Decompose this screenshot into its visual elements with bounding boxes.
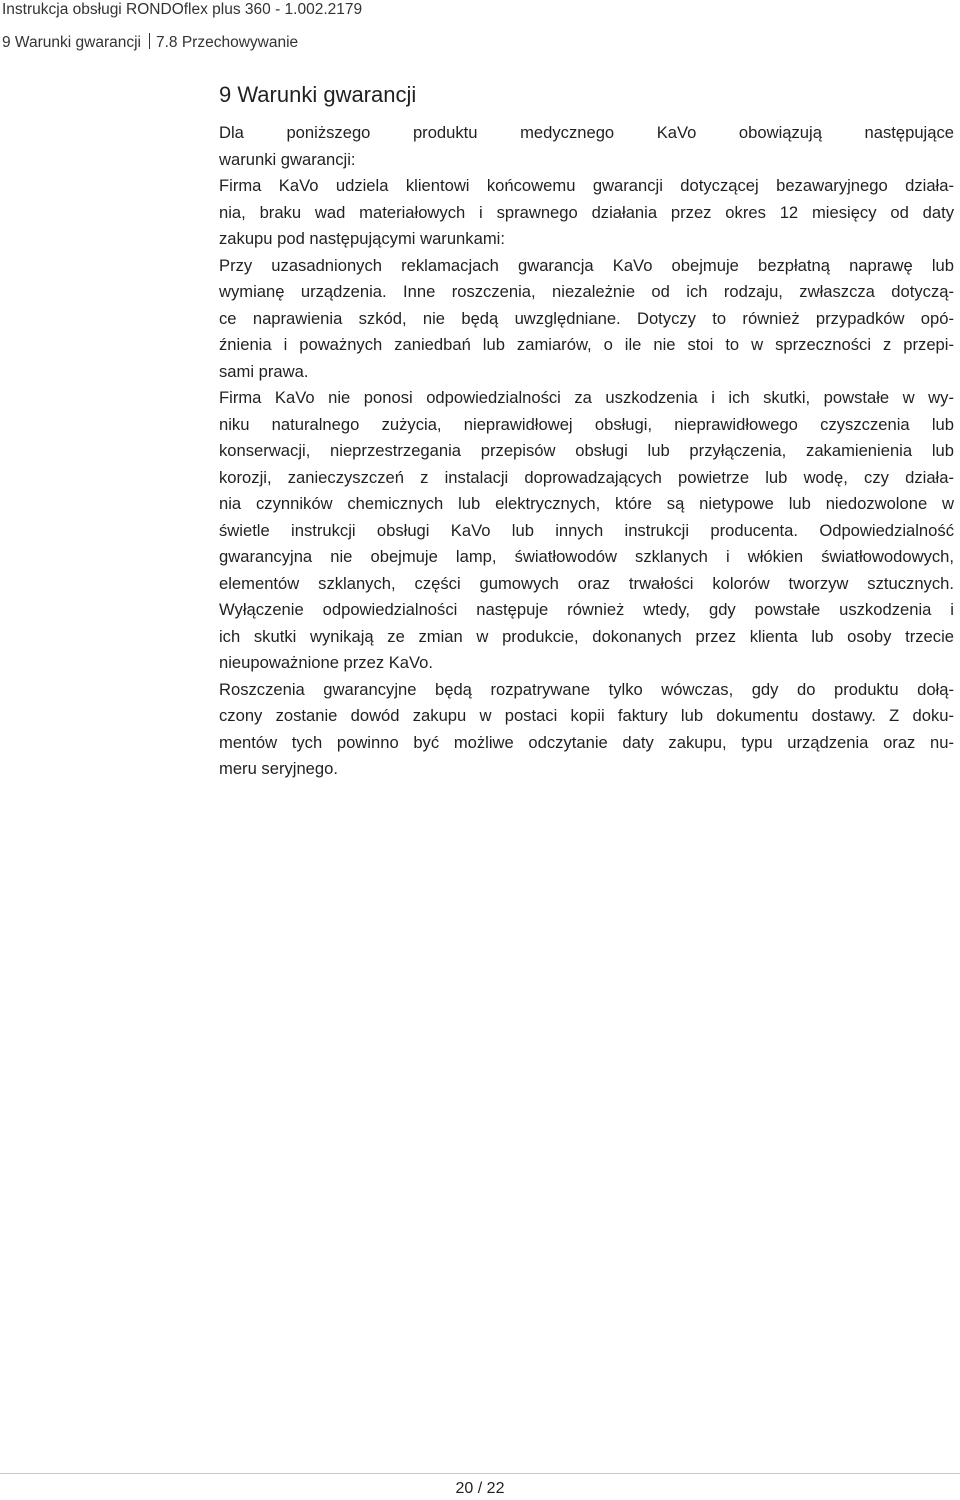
paragraph-line: świetle instrukcji obsługi KaVo lub innych instrukcji producenta. Odpowiedzialność (219, 520, 954, 540)
paragraph-line: sami prawa. (219, 361, 309, 381)
body-text (219, 120, 954, 783)
main-content (219, 80, 954, 783)
paragraph-line: Firma KaVo udziela klientowi końcowemu gwarancji dotyczącej bezawaryjnego działa- (219, 176, 954, 195)
page-header (2, 0, 942, 53)
paragraph-line: Wyłączenie odpowiedzialności następuje również wtedy, gdy powstałe uszkodzenia i (219, 600, 954, 619)
paragraph-line: Firma KaVo nie ponosi odpowiedzialności za uszkodzenia i ich skutki, powstałe w wy- (219, 388, 954, 407)
paragraph-line: wymianę urządzenia. Inne roszczenia, niezależnie od ich rodzaju, zwłaszcza dotyczą- (219, 282, 954, 301)
paragraph-line: niku naturalnego zużycia, nieprawidłowej obsługi, nieprawidłowego czyszczenia lub (219, 414, 954, 434)
paragraph-line: mentów tych powinno być możliwe odczytanie daty zakupu, typu urządzenia oraz nu- (219, 732, 954, 752)
paragraph-line: nia, braku wad materiałowych i sprawnego działania przez okres 12 miesięcy od daty (219, 202, 954, 222)
paragraph-line: nieupoważnione przez KaVo. (219, 653, 434, 672)
paragraph-line: Roszczenia gwarancyjne będą rozpatrywane tylko wówczas, gdy do produktu dołą- (219, 679, 954, 699)
paragraph-line: czony zostanie dowód zakupu w postaci kopii faktury lub dokumentu dostawy. Z doku- (219, 706, 954, 725)
paragraph-line: meru seryjnego. (219, 759, 338, 778)
paragraph-line: nia czynników chemicznych lub elektrycznych, które są nietypowe lub niedozwolone w (219, 494, 954, 513)
paragraph-line: zakupu pod następującymi warunkami: (219, 229, 505, 248)
paragraph (219, 173, 954, 253)
paragraph (219, 120, 954, 173)
paragraph-line: elementów szklanych, części gumowych oraz trwałości kolorów tworzyw sztucznych. (219, 573, 954, 593)
breadcrumb-section: 7.8 Przechowywanie (155, 34, 299, 51)
document-title: Instrukcja obsługi RONDOflex plus 360 - 1.002.2179 (2, 1, 363, 18)
paragraph-line: gwarancyjna nie obejmuje lamp, światłowodów szklanych i włókien światłowodowych, (219, 547, 954, 566)
paragraph-line: Przy uzasadnionych reklamacjach gwarancja KaVo obejmuje bezpłatną naprawę lub (219, 255, 954, 275)
paragraph-line: konserwacji, nieprzestrzegania przepisów obsługi lub przyłączenia, zakamienienia lub (219, 441, 954, 460)
paragraph-line: Dla poniższego produktu medycznego KaVo obowiązują następujące (219, 123, 954, 142)
breadcrumb-separator (149, 33, 150, 49)
paragraph-line: korozji, zanieczyszczeń z instalacji doprowadzających powietrze lub wodę, czy działa- (219, 467, 954, 487)
section-title: 9 Warunki gwarancji (219, 82, 417, 107)
paragraph-line: źnienia i poważnych zaniedbań lub zamiarów, o ile nie stoi to w sprzeczności z przepi- (219, 335, 954, 354)
paragraph-line: ce naprawienia szkód, nie będą uwzględniane. Dotyczy to również przypadków opó- (219, 308, 954, 328)
breadcrumb-chapter: 9 Warunki gwarancji (2, 34, 141, 51)
paragraph (219, 385, 954, 677)
paragraph (219, 253, 954, 386)
breadcrumb (2, 33, 942, 53)
paragraph-line: warunki gwarancji: (219, 149, 356, 169)
paragraph-line: ich skutki wynikają ze zmian w produkcie, dokonanych przez klienta lub osoby trzecie (219, 626, 954, 646)
footer-divider (0, 1473, 960, 1474)
paragraph (219, 677, 954, 783)
page-number: 20 / 22 (455, 1480, 505, 1497)
